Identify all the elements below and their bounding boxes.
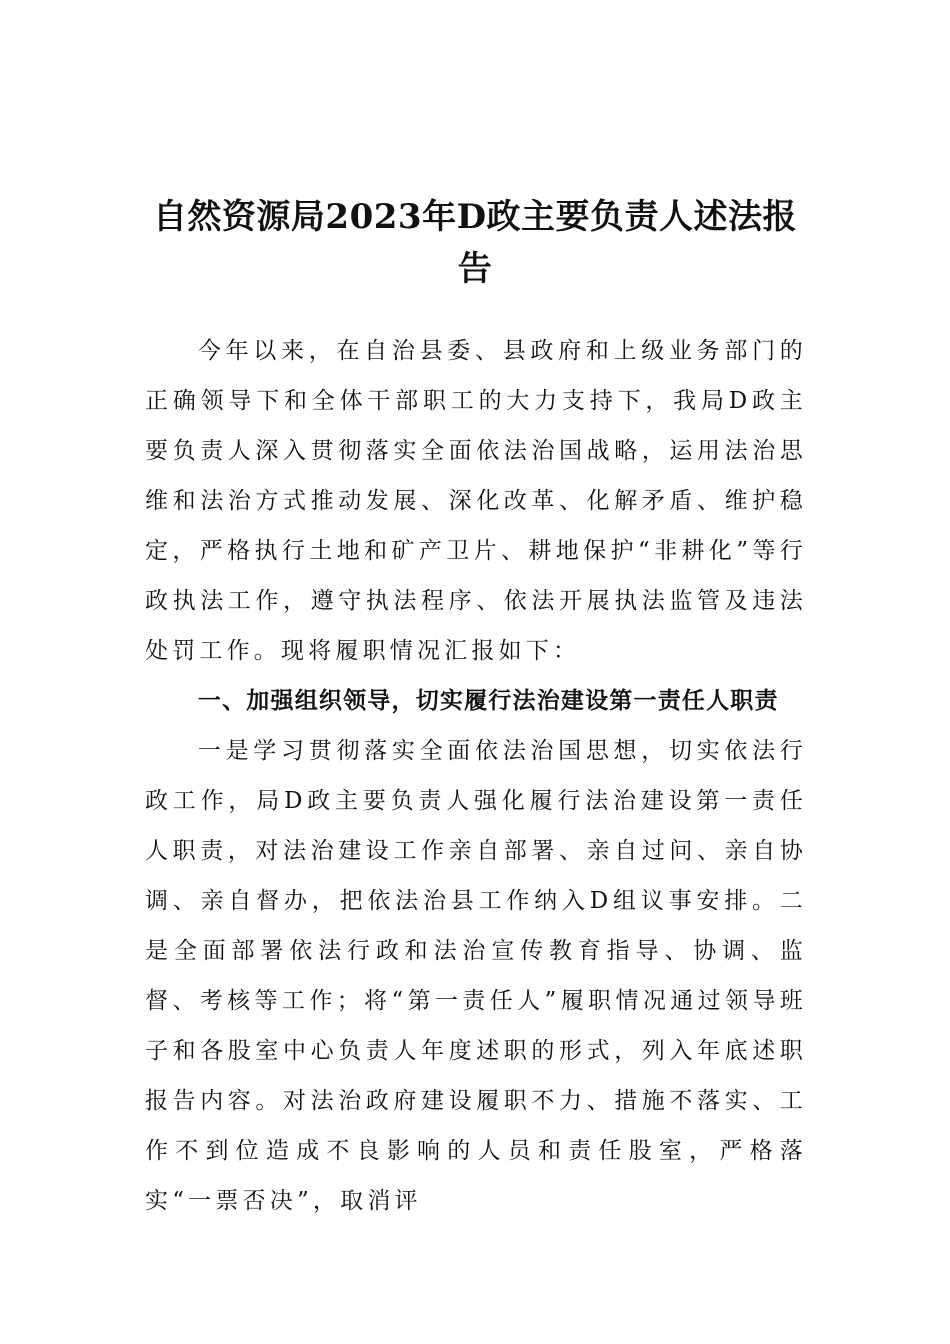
document-title: 自然资源局2023年D政主要负责人述法报告 (152, 196, 798, 289)
intro-paragraph: 今年以来，在自治县委、县政府和上级业务部门的正确领导下和全体干部职工的大力支持下，我局D政主要负责人深入贯彻落实全面依法治国战略，运用法治思维和法治方式推动发展、深化改革、化解矛盾、维护稳定，严格执行土地和矿产卫片、耕地保护“非耕化”等行政执法工作，遵守执法程序、依法开展执法监管及违法处罚工作。现将履职情况汇报如下： (145, 338, 807, 664)
section-1-paragraph: 一是学习贯彻落实全面依法治国思想，切实依法行政工作，局D政主要负责人强化履行法治建设第一责任人职责，对法治建设工作亲自部署、亲自过问、亲自协调、亲自督办，把依法治县工作纳入D组议事安排。二是全面部署依法行政和法治宣传教育指导、协调、监督、考核等工作；将“第一责任人”履职情况通过领导班子和各股室中心负责人年度述职的形式，列入年底述职报告内容。对法治政府建设履职不力、措施不落实、工作不到位造成不良影响的人员和责任股室，严格落实“一票否决”，取消评 (145, 738, 807, 1214)
section-1-heading: 一、加强组织领导，切实履行法治建设第一责任人职责 (197, 688, 779, 714)
document-body (145, 326, 807, 1226)
